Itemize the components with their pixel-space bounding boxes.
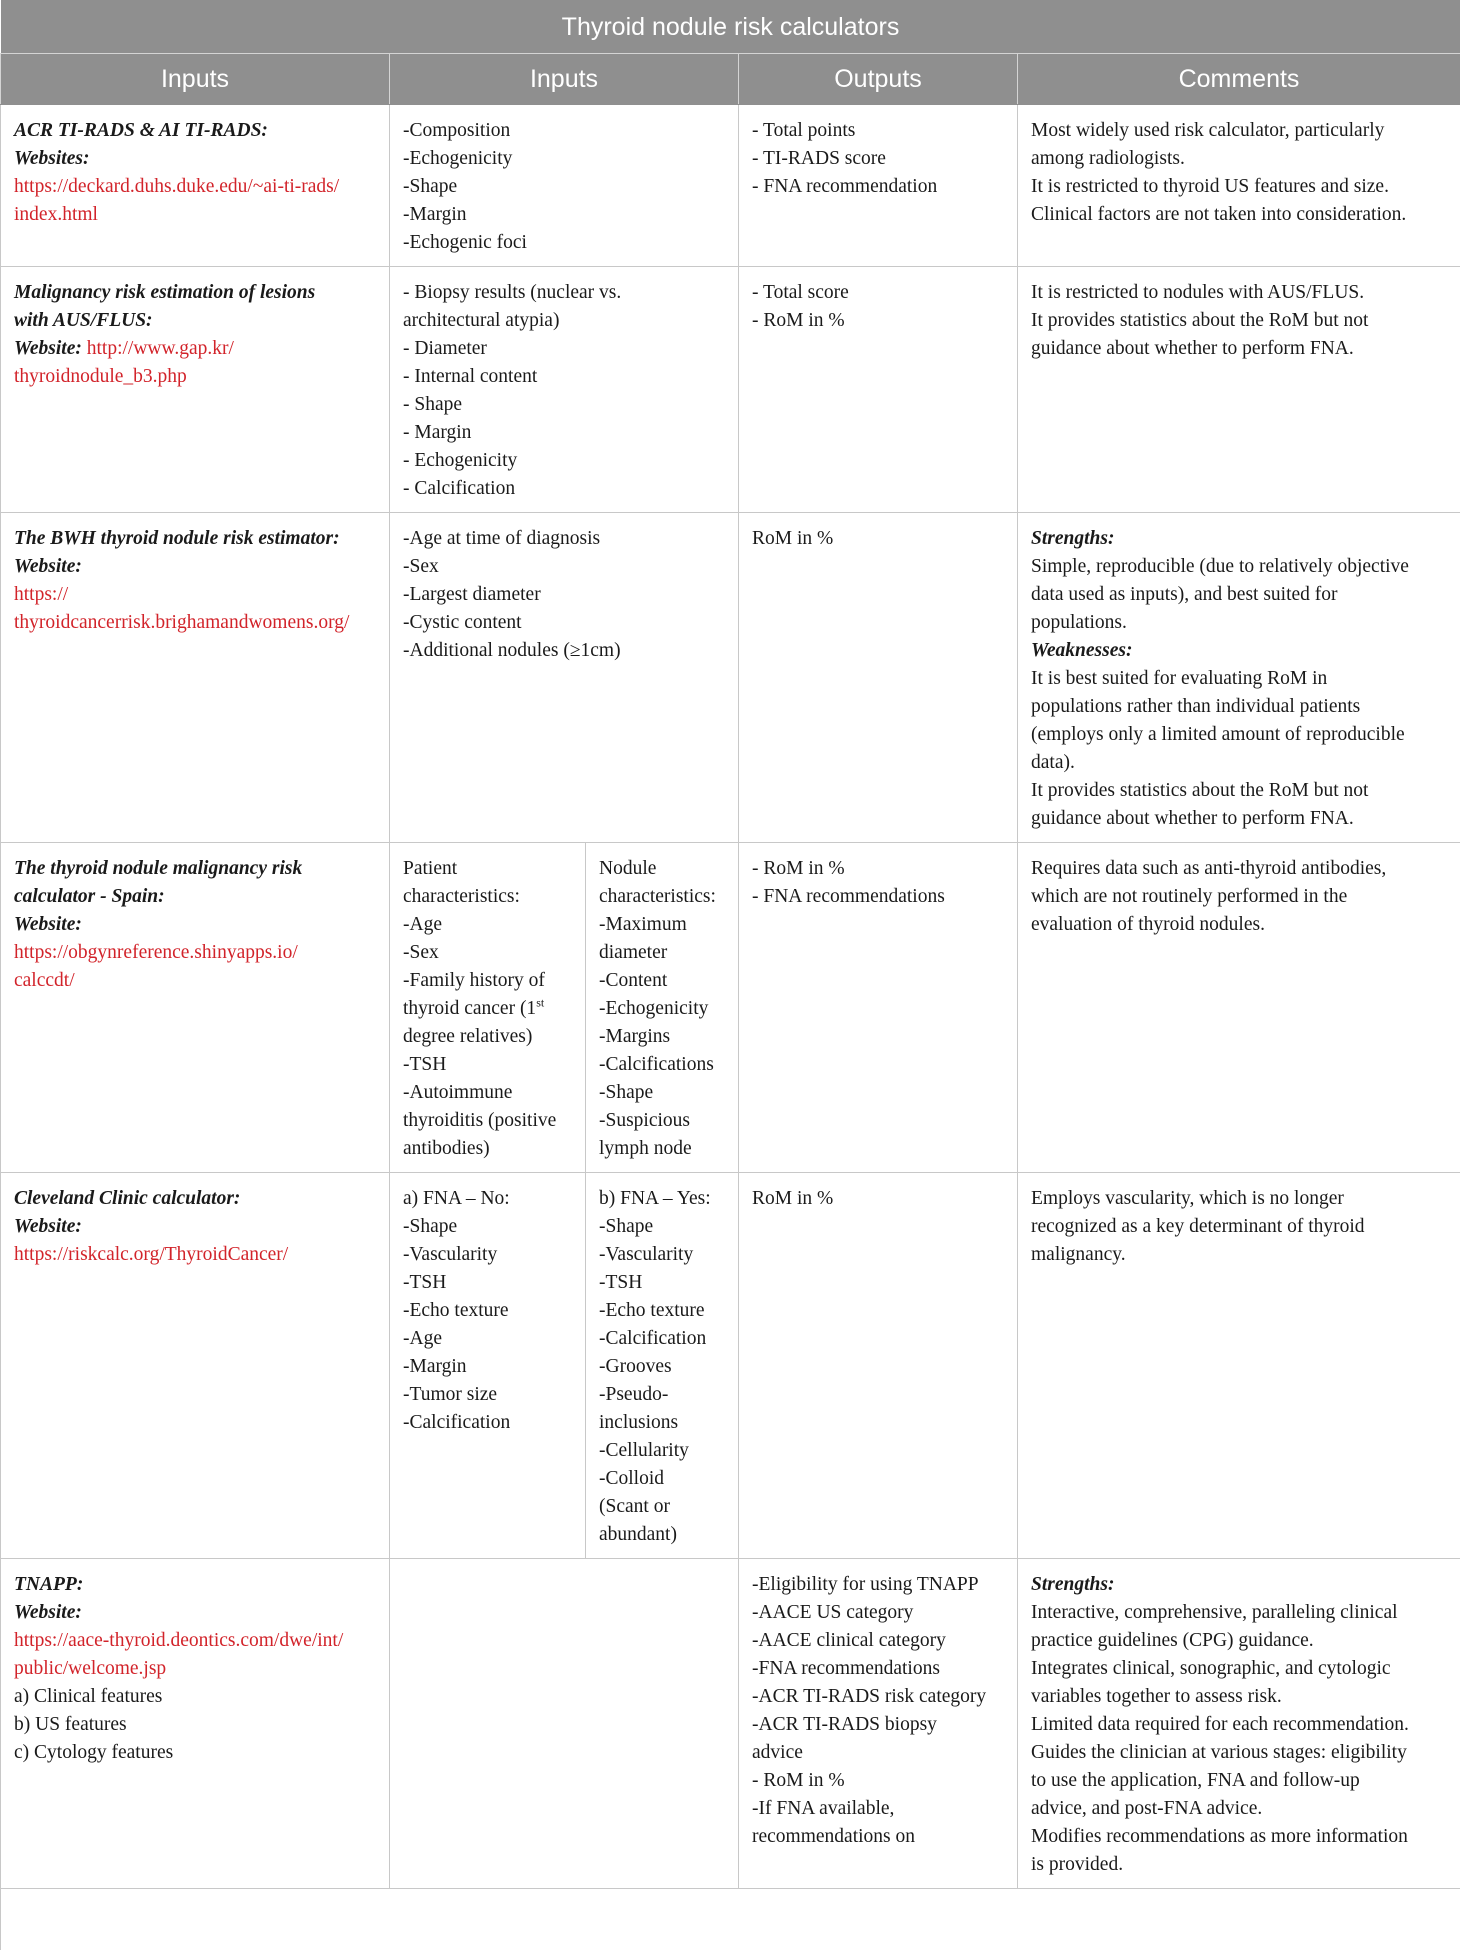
comment-line: Modifies recommendations as more information (1031, 1823, 1447, 1851)
calculator-name: ACR TI-RADS & AI TI-RADS: (14, 117, 376, 145)
output-item: -FNA recommendations (752, 1655, 1004, 1683)
feature-item: c) Cytology features (14, 1739, 376, 1767)
input-item: -Margin (403, 1353, 572, 1381)
table-title: Thyroid nodule risk calculators (1, 0, 1460, 54)
comment-line: guidance about whether to perform FNA. (1031, 805, 1447, 833)
input-item: antibodies) (403, 1135, 572, 1163)
output-item: -AACE clinical category (752, 1627, 1004, 1655)
trailing-cell (1, 1889, 1460, 1950)
input-item: - Diameter (403, 335, 725, 363)
feature-item: a) Clinical features (14, 1683, 376, 1711)
comment-line: Clinical factors are not taken into consideration. (1031, 201, 1447, 229)
calculator-name: The BWH thyroid nodule risk estimator: (14, 525, 376, 553)
input-item: -Echo texture (403, 1297, 572, 1325)
calculator-cell (1, 513, 390, 843)
calculator-name: calculator - Spain: (14, 883, 376, 911)
table-row (1, 513, 1460, 843)
input-item: -Calcification (403, 1409, 572, 1437)
comment-line: Simple, reproducible (due to relatively objective (1031, 553, 1447, 581)
website-link[interactable]: https://obgynreference.shinyapps.io/ (14, 939, 376, 967)
outputs-cell (739, 1559, 1018, 1889)
input-item: - Margin (403, 419, 725, 447)
calculator-cell (1, 843, 390, 1173)
website-label: Website: (14, 1599, 376, 1627)
outputs-cell (739, 1173, 1018, 1559)
input-item: -Shape (403, 1213, 572, 1241)
comment-line: Requires data such as anti-thyroid antibodies, (1031, 855, 1447, 883)
website-label: Website: (14, 553, 376, 581)
calculator-cell (1, 105, 390, 267)
input-item: -Echo texture (599, 1297, 725, 1325)
output-item: advice (752, 1739, 1004, 1767)
comment-line: It is restricted to thyroid US features and size. (1031, 173, 1447, 201)
input-item: -Age (403, 911, 572, 939)
input-item: Nodule (599, 855, 725, 883)
comment-line: guidance about whether to perform FNA. (1031, 335, 1447, 363)
output-item: -If FNA available, (752, 1795, 1004, 1823)
calculator-name: Cleveland Clinic calculator: (14, 1185, 376, 1213)
input-item: -Pseudo- (599, 1381, 725, 1409)
comments-cell (1018, 105, 1460, 267)
input-item: -Cystic content (403, 609, 725, 637)
output-item: -ACR TI-RADS biopsy (752, 1711, 1004, 1739)
input-item: -Cellularity (599, 1437, 725, 1465)
website-label: Website: (14, 911, 376, 939)
website-label: Website: (14, 338, 82, 359)
input-item: -Suspicious (599, 1107, 725, 1135)
comment-line: Employs vascularity, which is no longer (1031, 1185, 1447, 1213)
comment-line: populations. (1031, 609, 1447, 637)
comments-cell (1018, 843, 1460, 1173)
input-item: degree relatives) (403, 1023, 572, 1051)
comments-cell (1018, 267, 1460, 513)
website-label: Website: (14, 1213, 376, 1241)
column-header-comments: Comments (1018, 54, 1460, 105)
output-item: -Eligibility for using TNAPP (752, 1571, 1004, 1599)
comment-line: variables together to assess risk. (1031, 1683, 1447, 1711)
input-item: -Echogenicity (403, 145, 725, 173)
comments-cell (1018, 513, 1460, 843)
input-item: (Scant or (599, 1493, 725, 1521)
input-item: diameter (599, 939, 725, 967)
input-item: a) FNA – No: (403, 1185, 572, 1213)
output-item: recommendations on (752, 1823, 1004, 1851)
input-item: b) FNA – Yes: (599, 1185, 725, 1213)
input-item: - Calcification (403, 475, 725, 503)
comment-line: data used as inputs), and best suited for (1031, 581, 1447, 609)
input-item: -Colloid (599, 1465, 725, 1493)
calculator-name: Malignancy risk estimation of lesions (14, 279, 376, 307)
comment-line: Limited data required for each recommendation. (1031, 1711, 1447, 1739)
calculator-cell (1, 1173, 390, 1559)
inputs-fna-no-cell (390, 1173, 586, 1559)
calculator-cell (1, 1559, 390, 1889)
comment-line: It is best suited for evaluating RoM in (1031, 665, 1447, 693)
input-item: -Content (599, 967, 725, 995)
output-item: - TI-RADS score (752, 145, 1004, 173)
weaknesses-label: Weaknesses: (1031, 637, 1447, 665)
inputs-cell (390, 1559, 739, 1889)
input-item: thyroiditis (positive (403, 1107, 572, 1135)
website-link[interactable]: https:// (14, 581, 376, 609)
input-item: -Tumor size (403, 1381, 572, 1409)
input-item: -TSH (403, 1051, 572, 1079)
input-item: -Additional nodules (≥1cm) (403, 637, 725, 665)
table-row (1, 843, 1460, 1173)
input-item: -Shape (403, 173, 725, 201)
comment-line: It provides statistics about the RoM but not (1031, 777, 1447, 805)
comment-line: It is restricted to nodules with AUS/FLUS. (1031, 279, 1447, 307)
input-item: abundant) (599, 1521, 725, 1549)
comment-line: Interactive, comprehensive, paralleling clinical (1031, 1599, 1447, 1627)
comment-line: Most widely used risk calculator, particularly (1031, 117, 1447, 145)
input-item: -Age (403, 1325, 572, 1353)
input-item: -Autoimmune (403, 1079, 572, 1107)
website-link[interactable]: calccdt/ (14, 967, 376, 995)
input-item: - Internal content (403, 363, 725, 391)
comment-line: recognized as a key determinant of thyroid (1031, 1213, 1447, 1241)
comments-cell (1018, 1173, 1460, 1559)
calculator-name: TNAPP: (14, 1571, 376, 1599)
inputs-nodule-cell (586, 843, 739, 1173)
calculator-cell (1, 267, 390, 513)
comment-line: practice guidelines (CPG) guidance. (1031, 1627, 1447, 1655)
inputs-patient-cell (390, 843, 586, 1173)
input-item: -Grooves (599, 1353, 725, 1381)
inputs-fna-yes-cell (586, 1173, 739, 1559)
output-item: -ACR TI-RADS risk category (752, 1683, 1004, 1711)
website-link[interactable]: thyroidnodule_b3.php (14, 363, 376, 391)
strengths-label: Strengths: (1031, 525, 1447, 553)
input-item: -Echogenic foci (403, 229, 725, 257)
comment-line: is provided. (1031, 1851, 1447, 1879)
output-item: - RoM in % (752, 307, 1004, 335)
output-item: - FNA recommendations (752, 883, 1004, 911)
output-item: -AACE US category (752, 1599, 1004, 1627)
website-link[interactable]: index.html (14, 201, 376, 229)
outputs-cell (739, 843, 1018, 1173)
input-item: -Family history of (403, 967, 572, 995)
inputs-cell (390, 267, 739, 513)
comment-line: (employs only a limited amount of reproducible (1031, 721, 1447, 749)
comment-line: Integrates clinical, sonographic, and cytologic (1031, 1655, 1447, 1683)
comment-line: evaluation of thyroid nodules. (1031, 911, 1447, 939)
website-link[interactable]: https://riskcalc.org/ThyroidCancer/ (14, 1241, 376, 1269)
comment-line: data). (1031, 749, 1447, 777)
input-item: lymph node (599, 1135, 725, 1163)
comment-line: It provides statistics about the RoM but not (1031, 307, 1447, 335)
table-title-row (1, 0, 1460, 54)
input-item: -Calcification (599, 1325, 725, 1353)
table-row (1, 105, 1460, 267)
output-item: - RoM in % (752, 855, 1004, 883)
column-header-inputs-name: Inputs (1, 54, 390, 105)
input-item: -Composition (403, 117, 725, 145)
website-link[interactable]: thyroidcancerrisk.brighamandwomens.org/ (14, 609, 376, 637)
column-header-outputs: Outputs (739, 54, 1018, 105)
comment-line: advice, and post-FNA advice. (1031, 1795, 1447, 1823)
comments-cell (1018, 1559, 1460, 1889)
input-item: -Sex (403, 553, 725, 581)
output-item: - Total score (752, 279, 1004, 307)
superscript: st (536, 996, 544, 1010)
calculator-name: with AUS/FLUS: (14, 307, 376, 335)
input-item: -Echogenicity (599, 995, 725, 1023)
input-item: -Sex (403, 939, 572, 967)
website-link[interactable]: http://www.gap.kr/ (87, 338, 234, 359)
website-link[interactable]: public/welcome.jsp (14, 1655, 376, 1683)
comment-line: populations rather than individual patients (1031, 693, 1447, 721)
comment-line: to use the application, FNA and follow-up (1031, 1767, 1447, 1795)
input-item: characteristics: (403, 883, 572, 911)
table-row (1, 267, 1460, 513)
website-link[interactable]: https://deckard.duhs.duke.edu/~ai-ti-rads/ (14, 173, 376, 201)
output-item: - FNA recommendation (752, 173, 1004, 201)
outputs-cell (739, 105, 1018, 267)
input-item: -Vascularity (599, 1241, 725, 1269)
inputs-cell (390, 513, 739, 843)
input-item: inclusions (599, 1409, 725, 1437)
input-item: characteristics: (599, 883, 725, 911)
website-label: Websites: (14, 145, 376, 173)
output-item: - Total points (752, 117, 1004, 145)
input-item: -Vascularity (403, 1241, 572, 1269)
input-item: -Age at time of diagnosis (403, 525, 725, 553)
output-item: RoM in % (752, 525, 1004, 553)
input-item: -TSH (599, 1269, 725, 1297)
input-item: -Largest diameter (403, 581, 725, 609)
outputs-cell (739, 513, 1018, 843)
comment-line: malignancy. (1031, 1241, 1447, 1269)
input-item: -Maximum (599, 911, 725, 939)
outputs-cell (739, 267, 1018, 513)
calculator-name: The thyroid nodule malignancy risk (14, 855, 376, 883)
input-item: -Shape (599, 1079, 725, 1107)
input-item: Patient (403, 855, 572, 883)
input-item: -Margin (403, 201, 725, 229)
input-item: -Shape (599, 1213, 725, 1241)
input-item: thyroid cancer (1 (403, 998, 536, 1019)
table-row (1, 1559, 1460, 1889)
input-item: - Echogenicity (403, 447, 725, 475)
input-item: -TSH (403, 1269, 572, 1297)
feature-item: b) US features (14, 1711, 376, 1739)
table-row-trailing (1, 1889, 1460, 1950)
input-item: -Margins (599, 1023, 725, 1051)
table-header-row (1, 54, 1460, 105)
table-row (1, 1173, 1460, 1559)
column-header-inputs: Inputs (390, 54, 739, 105)
output-item: RoM in % (752, 1185, 1004, 1213)
input-item: - Biopsy results (nuclear vs. (403, 279, 725, 307)
comment-line: which are not routinely performed in the (1031, 883, 1447, 911)
input-item: -Calcifications (599, 1051, 725, 1079)
website-link[interactable]: https://aace-thyroid.deontics.com/dwe/int/ (14, 1627, 376, 1655)
strengths-label: Strengths: (1031, 1571, 1447, 1599)
inputs-cell (390, 105, 739, 267)
comment-line: among radiologists. (1031, 145, 1447, 173)
input-item: - Shape (403, 391, 725, 419)
comment-line: Guides the clinician at various stages: eligibility (1031, 1739, 1447, 1767)
output-item: - RoM in % (752, 1767, 1004, 1795)
input-item: architectural atypia) (403, 307, 725, 335)
